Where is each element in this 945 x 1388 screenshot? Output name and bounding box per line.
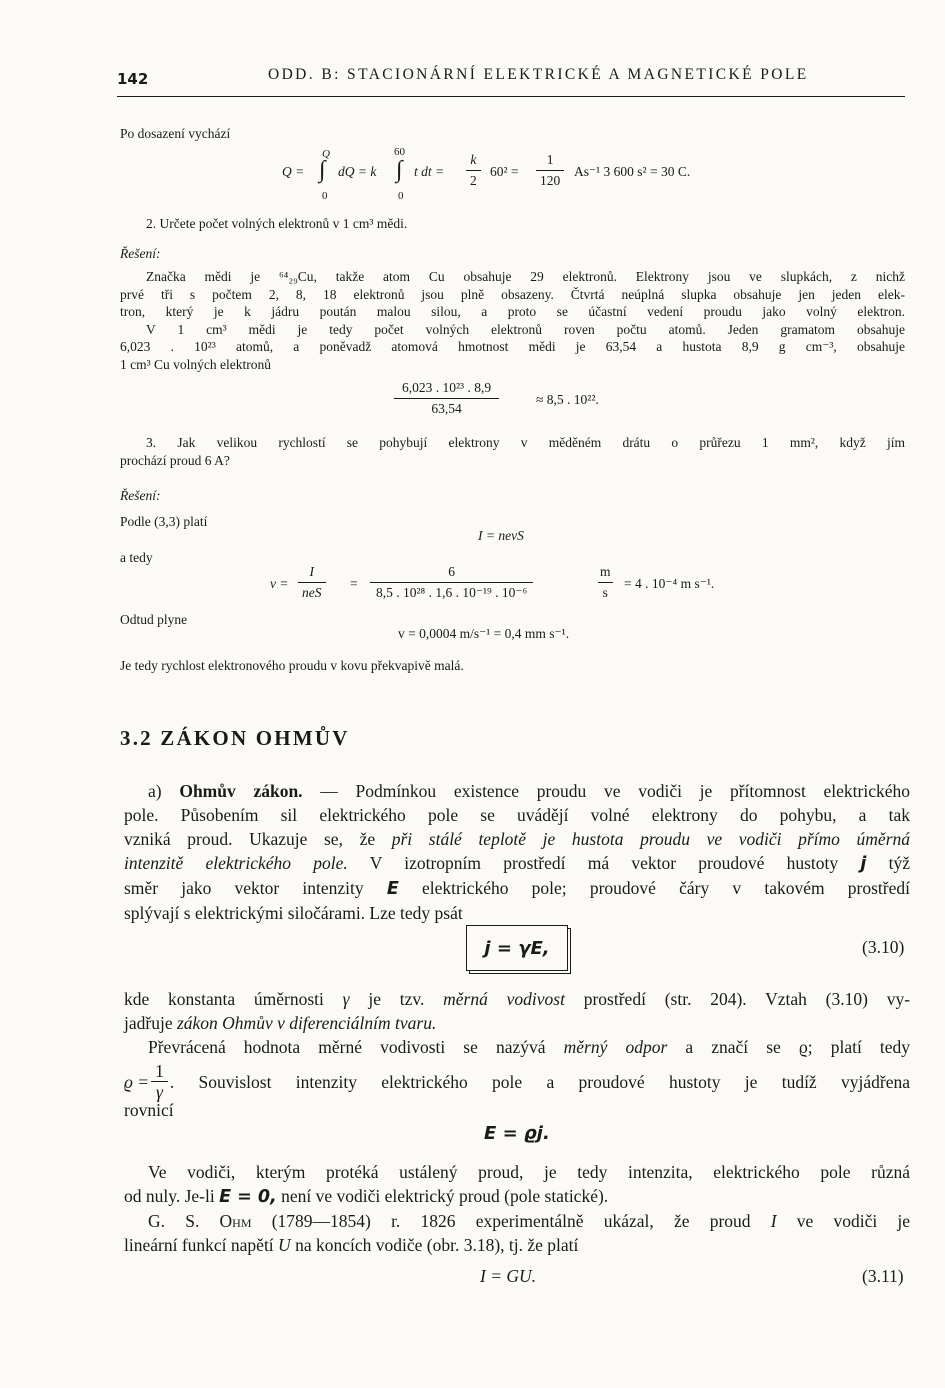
- frac-num: I: [298, 562, 326, 583]
- frac-num: k: [466, 150, 481, 171]
- text-line: Ve vodiči, kterým protéká ustálený proud, je tedy intenzita, elektrického pole různá: [148, 1162, 910, 1182]
- text-line: [124, 1184, 910, 1209]
- boxed-equation-3-10: [466, 925, 568, 971]
- frac-den: γ: [155, 1082, 163, 1102]
- fraction-units: [598, 562, 613, 603]
- frac-num: m: [598, 562, 613, 583]
- equation-e-zero: E = 0,: [219, 1187, 277, 1207]
- italic-span: intenzitě elektrického pole.: [124, 853, 348, 873]
- symbol-gamma: γ: [342, 989, 350, 1009]
- example1-intro: Po dosazení vychází: [120, 126, 231, 141]
- para-line: tron, který je k jádru poután malou silou, a proto se účastní vedení proudu jako volný elektron.: [120, 304, 905, 319]
- text-span: kde konstanta úměrnosti: [124, 989, 324, 1009]
- integral-sign: ∫: [319, 157, 326, 183]
- text-span: (1789—1854) r. 1826 experimentálně ukázal, že proud: [271, 1211, 751, 1231]
- eq-lhs: Q =: [282, 164, 305, 179]
- equation-number: (3.10): [862, 937, 905, 957]
- para-line: 6,023 . 10²³ atomů, a poněvadž atomová hmotnost mědi je 63,54 a hustota 8,9 g cm⁻³, obsahuje: [120, 339, 905, 354]
- eq-equals: =: [350, 576, 358, 591]
- solution-label: Řešení:: [120, 246, 161, 261]
- text-line: [124, 987, 910, 1011]
- eq-lhs: v =: [270, 576, 289, 591]
- eq-result: = 4 . 10⁻⁴ m s⁻¹.: [624, 576, 715, 591]
- text-span: není ve vodiči elektrický proud (pole statické).: [281, 1186, 609, 1206]
- text-span: prostředí (str. 204). Vztah (3.10) vy-: [583, 989, 911, 1009]
- frac-num: 6: [370, 562, 533, 583]
- solution-label: Řešení:: [120, 488, 161, 503]
- frac-den: 120: [540, 173, 561, 188]
- text-span: Převrácená hodnota měrné vodivosti se nazývá: [148, 1037, 546, 1057]
- text-span: na koncích vodiče (obr. 3.18), tj. že platí: [295, 1235, 579, 1255]
- text-span: směr jako vektor intenzity: [124, 878, 364, 898]
- text-span: je tzv.: [368, 989, 425, 1009]
- fraction-electrons: [394, 378, 499, 419]
- fraction-values: [370, 562, 533, 603]
- equation-e-rho-j: E = ϱj.: [484, 1123, 550, 1144]
- frac-den: 2: [470, 173, 477, 188]
- equation-j-gamma-e: j = γE,: [484, 937, 550, 959]
- text-line: rovnicí: [124, 1100, 174, 1120]
- label-odtud: Odtud plyne: [120, 612, 188, 627]
- text-span: jadřuje: [124, 1013, 173, 1033]
- int1-lower: 0: [322, 190, 328, 202]
- vector-symbol: E: [386, 879, 399, 899]
- text-line: [124, 1035, 910, 1059]
- para-line: Značka mědi je ⁶⁴₂₉Cu, takže atom Cu obsahuje 29 elektronů. Elektrony jsou ve slupkách, z nichž: [146, 269, 905, 284]
- paragraph-conductivity: [124, 987, 910, 1122]
- text-line: [124, 827, 910, 851]
- fraction-I-neS: [298, 562, 326, 603]
- page-number: 142: [117, 70, 149, 88]
- equation-charge: [282, 140, 762, 204]
- equation-velocity-result: v = 0,0004 m/s⁻¹ = 0,4 mm s⁻¹.: [398, 626, 570, 641]
- eq-mid: 60² =: [490, 164, 519, 179]
- text-line: splývají s elektrickými siločárami. Lze tedy psát: [124, 903, 463, 923]
- int1-upper: Q: [322, 148, 330, 160]
- lead-label: a): [148, 781, 162, 801]
- italic-span: zákon Ohmův v diferenciálním tvaru.: [176, 1013, 437, 1033]
- frac-num: 1: [536, 150, 564, 171]
- fraction-1-gamma: [151, 1061, 168, 1102]
- example3-question: [120, 434, 905, 470]
- equation-free-electrons: [394, 378, 694, 422]
- int1-body: dQ = k: [338, 164, 377, 179]
- section-title: 3.2 ZÁKON OHMŮV: [120, 726, 350, 750]
- frac-num: 1: [151, 1061, 168, 1082]
- equation-number: (3.11): [862, 1266, 904, 1286]
- lead-bold: Ohmův zákon.: [179, 781, 303, 801]
- text-span: G. S.: [148, 1211, 200, 1231]
- paragraph-ohm-law: [124, 779, 910, 925]
- text-line: [124, 851, 910, 876]
- symbol-U: U: [278, 1235, 291, 1255]
- text-line: [124, 1061, 910, 1102]
- vector-symbol: j: [860, 854, 867, 874]
- eq-tail: As⁻¹ 3 600 s² = 30 C.: [574, 164, 691, 179]
- para-line: V 1 cm³ mědi je tedy počet volných elektronů roven počtu atomů. Jeden gramatom obsahuje: [146, 321, 905, 337]
- text-line: [124, 876, 910, 901]
- fraction-1-120: [536, 150, 564, 191]
- text-span: vzniká proud. Ukazuje se, že: [124, 829, 376, 849]
- int2-lower: 0: [398, 190, 404, 202]
- text-span: elektrického pole; proudové čáry v takovém prostředí: [421, 878, 910, 898]
- text-span: týž: [888, 853, 910, 873]
- text-line: pole. Působením sil elektrického pole se uvádějí volné elektrony do pohybu, a tak: [124, 805, 910, 825]
- symbol-rho: ϱ =: [124, 1071, 150, 1092]
- frac-num: 6,023 . 10²³ . 8,9: [394, 378, 499, 399]
- paragraph-field-in-conductor: [124, 1160, 910, 1257]
- frac-den: 8,5 . 10²⁸ . 1,6 . 10⁻¹⁹ . 10⁻⁶: [376, 585, 528, 600]
- italic-span: měrný odpor: [563, 1037, 668, 1057]
- text-span: ve vodiči je: [796, 1211, 911, 1231]
- int2-body: t dt =: [414, 164, 445, 179]
- text-line: [124, 1233, 910, 1257]
- text-span: . Souvislost intenzity elektrického pole a proudové hustoty je tudíž vyjádřena: [169, 1071, 910, 1092]
- text-span: a značí se ϱ; platí tedy: [685, 1037, 911, 1057]
- italic-span: měrná vodivost: [443, 989, 565, 1009]
- question-line: prochází proud 6 A?: [120, 453, 230, 468]
- fraction-k-2: [466, 150, 481, 191]
- question-line: 3. Jak velikou rychlostí se pohybují elektrony v měděném drátu o průřezu 1 mm², když jím: [146, 435, 905, 450]
- text-span: od nuly. Je-li: [124, 1186, 215, 1206]
- header-rule: [117, 96, 905, 97]
- int2-upper: 60: [394, 146, 405, 158]
- para-line: 1 cm³ Cu volných elektronů: [120, 356, 272, 372]
- label-a-tedy: a tedy: [120, 550, 153, 565]
- frac-den: s: [602, 585, 608, 600]
- text-line: [124, 1209, 910, 1233]
- equation-current: I = nevS: [478, 528, 524, 543]
- eq-result: ≈ 8,5 . 10²².: [536, 392, 599, 407]
- text-span: V izotropním prostředí má vektor proudové hustoty: [369, 853, 839, 873]
- author-name: Ohm: [219, 1211, 252, 1231]
- text-span: lineární funkcí napětí: [124, 1235, 274, 1255]
- italic-span: při stálé teplotě je hustota proudu ve vodiči přímo úměrná: [391, 829, 911, 849]
- frac-den: neS: [302, 585, 322, 600]
- text-line: [124, 779, 910, 803]
- symbol-I: I: [770, 1211, 777, 1231]
- text-span: — Podmínkou existence proudu ve vodiči je přítomnost elektrického: [320, 781, 911, 801]
- text-line: [124, 1011, 910, 1035]
- frac-den: 63,54: [431, 401, 462, 416]
- label-podle: Podle (3,3) platí: [120, 514, 208, 529]
- equation-velocity: [270, 562, 790, 606]
- para-line: prvé tři s počtem 2, 8, 18 elektronů jsou plně obsazeny. Čtvrtá neúplná slupka obsahuje jen jeden elek-: [120, 286, 905, 302]
- example3-conclusion: Je tedy rychlost elektronového proudu v kovu překvapivě malá.: [120, 658, 464, 673]
- integral-sign: ∫: [396, 157, 403, 183]
- running-title: ODD. B: STACIONÁRNÍ ELEKTRICKÉ A MAGNETICKÉ POLE: [268, 66, 809, 83]
- example2-question: 2. Určete počet volných elektronů v 1 cm³ mědi.: [146, 216, 408, 231]
- example2-paragraph: [120, 268, 905, 373]
- equation-ohm: I = GU.: [480, 1266, 537, 1286]
